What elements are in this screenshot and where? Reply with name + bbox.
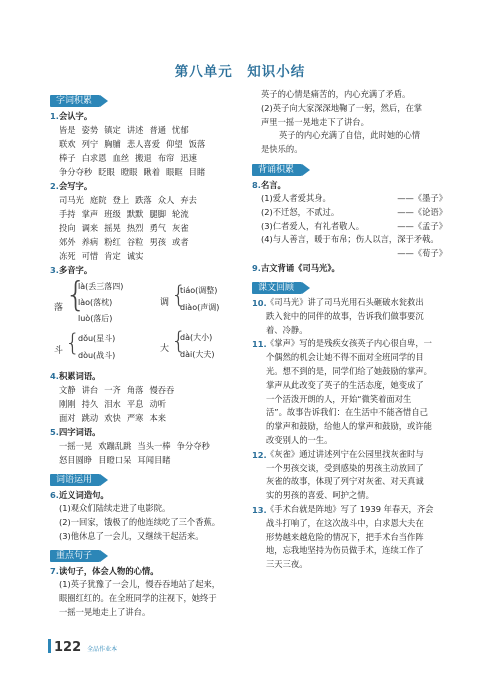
left-column xyxy=(50,88,240,620)
quote-list xyxy=(252,192,447,261)
pinyin-reading: dǒu(星斗) xyxy=(78,334,116,343)
sentence: (1)英子犹豫了一会儿，慢吞吞地站了起来， xyxy=(59,579,221,590)
pinyin-reading: tiáo(调整) xyxy=(180,286,218,295)
text-item: 跳动 xyxy=(81,413,99,423)
text-line: 跌入瓮中的同伴的故事，告诉我们做事要沉 xyxy=(266,310,424,321)
sentence: 是快乐的。 xyxy=(261,144,303,155)
text-item: 怒目圆睁 xyxy=(59,455,93,465)
sentence: (2)英子向大家深深地鞠了一躬，然后，在掌 xyxy=(261,102,423,113)
word-row xyxy=(59,151,240,165)
question-heading xyxy=(252,179,447,192)
pinyin-reading: dà(大小) xyxy=(180,333,213,342)
text-item: 众人 xyxy=(157,195,175,205)
text-line: 着、冷静。 xyxy=(266,324,308,335)
text-item: 10. xyxy=(252,297,267,308)
text-item: 积累词语。 xyxy=(58,371,101,381)
section-header: 课文回顾 xyxy=(252,282,302,294)
text-item: 轮流 xyxy=(172,209,189,219)
brace-icon: { xyxy=(65,329,81,357)
text-item: 欢蹦乱跳 xyxy=(98,441,132,451)
question-number xyxy=(252,504,266,572)
text-item: 欢快 xyxy=(104,413,121,423)
question-heading xyxy=(50,489,240,502)
text-item: 胸脯 xyxy=(104,139,121,149)
text-item: 搬退 xyxy=(135,153,152,163)
text-item: 登上 xyxy=(112,195,130,205)
polyphone-char: 大 xyxy=(160,344,170,354)
text-item: 4. xyxy=(50,371,59,381)
word-row xyxy=(59,165,240,179)
quote-line xyxy=(261,206,447,220)
pinyin-reading: dài(大夫) xyxy=(180,350,215,359)
section-header: 词语运用 xyxy=(50,474,100,486)
word-row xyxy=(59,249,240,263)
text-item: 11. xyxy=(252,339,267,350)
quote-line xyxy=(261,247,447,261)
text-line: 形势越来越危险的情况下，把手术台当作阵 xyxy=(266,531,424,542)
text-item: 普通 xyxy=(149,125,167,135)
text-item: 动听 xyxy=(149,399,167,409)
quote-line xyxy=(261,220,447,234)
question-heading xyxy=(50,110,240,123)
review-item xyxy=(252,503,447,572)
text-item: 瞪眼 xyxy=(120,167,138,177)
question-heading xyxy=(50,565,240,578)
text-line: 活”。故事告诉我们：在生活中不能吝惜自己 xyxy=(266,407,428,418)
question-heading xyxy=(50,180,240,193)
text-item: 迅速 xyxy=(180,153,197,163)
page-title: 第八单元 知识小结 xyxy=(174,64,306,80)
text-item: 调来 xyxy=(81,223,99,233)
word-row xyxy=(59,453,240,467)
text-item: 泪水 xyxy=(104,399,121,409)
text-item: 四字词语。 xyxy=(58,427,101,437)
text-item: 3. xyxy=(50,265,59,275)
polyphone-char: 调 xyxy=(160,298,170,308)
word-row xyxy=(59,397,240,411)
text-item: ——《论语》 xyxy=(397,206,447,217)
text-item: 冻死 xyxy=(59,251,76,261)
book-name: 全品作业本 xyxy=(87,646,118,653)
review-item xyxy=(252,337,447,447)
section-header: 背诵积累 xyxy=(252,164,302,176)
text-item: 灰雀 xyxy=(172,223,189,233)
text-item: 讲台 xyxy=(81,385,99,395)
text-item: 肯定 xyxy=(104,251,121,261)
page-number-bar xyxy=(48,639,51,653)
text-line: 灰雀的故事，体现了列宁对灰雀、对天真诚 xyxy=(266,476,424,487)
text-item: 平息 xyxy=(126,399,144,409)
text-item: 手持 xyxy=(59,209,76,219)
text-item: 12. xyxy=(252,449,267,460)
text-item: 司马光 xyxy=(59,195,84,205)
review-item xyxy=(252,448,447,503)
sentence-list xyxy=(50,502,240,543)
text-item: 镇定 xyxy=(104,125,121,135)
text-item: 13. xyxy=(252,504,267,515)
text-item: 近义词造句。 xyxy=(58,490,109,500)
text-item: 养病 xyxy=(81,237,99,247)
text-item: 古文背诵《司马光》。 xyxy=(260,262,340,273)
word-list xyxy=(50,383,240,425)
word-row xyxy=(59,411,240,425)
text-item: 班级 xyxy=(104,209,121,219)
text-item: 可惜 xyxy=(81,251,99,261)
page-footer xyxy=(48,639,117,655)
sentence: 一摇一晃地走上了讲台。 xyxy=(59,606,151,617)
text-item: (3)仁者爱人，有礼者敬人。 xyxy=(261,220,365,231)
text-item: 瞅着 xyxy=(143,167,161,177)
text-item: 饭落 xyxy=(188,139,206,149)
word-row xyxy=(59,439,240,453)
text-item: 8. xyxy=(252,179,261,190)
sentence: 英子的心情是痛苦的，内心充满了矛盾。 xyxy=(261,89,411,99)
text-item: 布帘 xyxy=(157,153,175,163)
text-item: 名言。 xyxy=(260,179,286,190)
text-line: 掌声从此改变了英子的生活态度，她变成了 xyxy=(266,379,424,390)
pinyin-reading: diào(声调) xyxy=(180,303,220,312)
word-row xyxy=(59,221,240,235)
question-number xyxy=(252,297,266,337)
text-line: 《司马光》讲了司马光用石头砸破水瓮救出 xyxy=(266,296,424,307)
text-line: 《灰雀》通过讲述列宁在公园里找灰雀时与 xyxy=(266,448,424,459)
sentence-list xyxy=(252,88,447,157)
text-item: 或者 xyxy=(172,237,189,247)
text-line: 个偶然的机会让她不得不面对全班同学的目 xyxy=(266,352,424,363)
text-item: 郊外 xyxy=(59,237,76,247)
review-text xyxy=(266,448,424,503)
text-line: 地，忘我地坚持为伤员做手术，连续工作了 xyxy=(266,545,424,556)
word-row xyxy=(59,193,240,207)
sentence: 眼圈红红的。在全班同学的注视下，她终于 xyxy=(59,593,217,604)
text-item: 腿脚 xyxy=(149,209,167,219)
sentence: (3)他休息了一会儿，又继续干起活来。 xyxy=(59,530,204,541)
text-item: 本来 xyxy=(149,413,167,423)
text-item: 跌落 xyxy=(135,195,152,205)
text-item: 男孩 xyxy=(149,237,167,247)
text-item: 文静 xyxy=(59,385,76,395)
question-number xyxy=(252,449,266,503)
word-list xyxy=(50,439,240,467)
text-item: 谷粒 xyxy=(126,237,144,247)
question-heading xyxy=(50,370,240,383)
text-line: 实的男孩的喜爱、呵护之情。 xyxy=(266,490,374,501)
text-item: 会认字。 xyxy=(58,111,93,121)
right-column xyxy=(252,88,447,572)
text-item: 争分夺秒 xyxy=(59,167,93,177)
text-line: 一个男孩交谈，受到感染的男孩主动放回了 xyxy=(266,462,424,473)
text-item: 角落 xyxy=(126,385,144,395)
text-item: 列宁 xyxy=(81,139,99,149)
word-row xyxy=(59,137,240,151)
text-line: 的掌声和鼓励，给他人的掌声和鼓励，或许能 xyxy=(266,421,432,432)
text-item: 弃去 xyxy=(180,195,197,205)
text-item: 9. xyxy=(252,262,261,273)
text-item: 联欢 xyxy=(59,139,76,149)
word-row xyxy=(59,235,240,249)
text-item: 5. xyxy=(50,427,59,437)
review-text xyxy=(266,503,433,572)
section-header: 重点句子 xyxy=(50,550,100,562)
text-item: 6. xyxy=(50,490,59,500)
word-row xyxy=(59,123,240,137)
text-item: 眨眼 xyxy=(98,167,115,177)
text-item: 姿势 xyxy=(81,125,99,135)
text-item: 热烈 xyxy=(126,223,144,233)
text-item: 忧郁 xyxy=(172,125,189,135)
text-item: 仰望 xyxy=(166,139,183,149)
text-item: 读句子，体会人物的心情。 xyxy=(58,566,159,577)
review-item xyxy=(252,296,447,337)
text-item: 悲人喜爱 xyxy=(126,139,161,149)
question-heading xyxy=(50,426,240,439)
text-item: 会写字。 xyxy=(58,181,93,191)
text-item: 血丝 xyxy=(112,153,130,163)
text-item: ——《荀子》 xyxy=(397,248,447,259)
text-item: 严寒 xyxy=(126,413,144,423)
text-item: ——《墨子》 xyxy=(397,192,447,203)
brace-icon: { xyxy=(171,327,187,355)
sentence: 声里一摇一晃地走下了讲台。 xyxy=(261,116,369,127)
text-item: (4)与人善言，暖于布帛；伤人以言，深于矛戟。 xyxy=(261,234,439,245)
pinyin-reading: dòu(战斗) xyxy=(78,351,116,360)
word-row xyxy=(59,383,240,397)
text-item: 刚刚 xyxy=(59,399,76,409)
word-list xyxy=(50,193,240,263)
quote-line xyxy=(261,233,447,247)
text-item: 默默 xyxy=(126,209,144,219)
review-text xyxy=(266,337,432,447)
section-header: 字词积累 xyxy=(50,95,100,107)
polyphone-char: 落 xyxy=(54,303,64,313)
text-item: 讲述 xyxy=(126,125,144,135)
text-item: 摇晃 xyxy=(104,223,121,233)
word-list xyxy=(50,123,240,179)
text-item: 掌声 xyxy=(81,209,99,219)
text-item: 目睹 xyxy=(188,167,206,177)
pinyin-reading: luò(落后) xyxy=(78,314,113,323)
sentence: (2)一回家，饿极了的他连续吃了三个香蕉。 xyxy=(59,516,221,527)
text-item: 白求恩 xyxy=(81,153,107,163)
sentence-list xyxy=(50,578,240,619)
text-item: 一齐 xyxy=(104,385,121,395)
text-item: 皆是 xyxy=(59,125,76,135)
text-item: 目瞪口呆 xyxy=(98,455,132,465)
text-line: 战斗打响了，在这次战斗中，白求恩大夫在 xyxy=(266,517,424,528)
text-item: 眼眶 xyxy=(166,167,183,177)
text-item: (2)不迁怒，不贰过。 xyxy=(261,206,340,217)
text-item: 耳闻目睹 xyxy=(137,455,171,465)
pinyin-reading: là(丢三落四) xyxy=(78,282,124,291)
text-item: 1. xyxy=(50,111,59,121)
text-item: (1)爱人者爱其身。 xyxy=(261,192,331,203)
sentence: (1)观众们陆续走进了电影院。 xyxy=(59,503,171,513)
review-text xyxy=(266,296,424,337)
quote-line xyxy=(261,192,447,206)
text-item: 持久 xyxy=(81,399,99,409)
text-item: ——《孟子》 xyxy=(397,220,447,231)
text-line: 改变别人的一生。 xyxy=(266,434,333,445)
question-heading xyxy=(252,262,447,275)
text-line: 《手术台就是阵地》写了 1939 年春天，齐会 xyxy=(266,503,434,514)
word-row xyxy=(59,207,240,221)
text-item: 一摇一晃 xyxy=(59,441,93,451)
page-number: 122 xyxy=(54,640,82,655)
text-line: 《掌声》写的是残疾女孩英子内心很自卑，一 xyxy=(266,338,432,349)
question-number xyxy=(252,338,266,447)
text-item: 勇气 xyxy=(149,223,167,233)
text-item: 粉红 xyxy=(104,237,121,247)
text-item: 7. xyxy=(50,566,59,577)
text-line: 三天三夜。 xyxy=(266,559,308,570)
text-item: 争分夺秒 xyxy=(176,441,210,451)
text-line: 光。想不到的是，同学们给了她鼓励的掌声。 xyxy=(266,365,432,376)
text-line: 一个活泼开朗的人，开始“微笑着面对生 xyxy=(266,393,412,404)
sentence: 英子的内心充满了自信，此时她的心情 xyxy=(279,130,421,141)
text-item: 诚实 xyxy=(126,251,144,261)
text-item: 棒子 xyxy=(59,153,76,163)
text-item: 面对 xyxy=(59,413,76,423)
text-item: 慢吞吞 xyxy=(149,385,175,395)
polyphone-char: 斗 xyxy=(54,346,64,356)
text-item: 当头一棒 xyxy=(137,441,171,451)
text-item: 多音字。 xyxy=(58,265,93,275)
text-item: 投向 xyxy=(59,223,76,233)
text-item: 2. xyxy=(50,181,59,191)
text-item: 庭院 xyxy=(89,195,107,205)
polyphone-group xyxy=(50,277,240,369)
brace-icon: { xyxy=(65,275,87,315)
brace-icon: { xyxy=(171,281,187,309)
pinyin-reading: lào(落枕) xyxy=(78,298,113,307)
